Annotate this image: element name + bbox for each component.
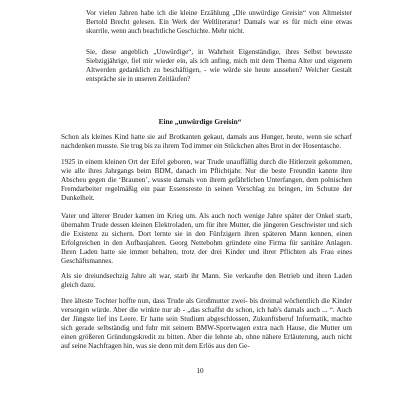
chapter-heading: Eine „unwürdige Greisin“: [158, 117, 242, 126]
body-paragraph-4: Als sie dreiundsechzig Jahre alt war, starb ihr Mann. Sie verkaufte den Betrieb und ihren Laden gleich dazu.: [61, 272, 352, 289]
intro-paragraph-1: Vor vielen Jahren habe ich die kleine Erzählung „Die unwürdige Greisin“ von Altmeister Bertold Brecht gelesen. Ein Werk der Weltliteratur! Damals war es für mich eine etwas skurrile, wenn auch beachtliche Geschichte. Mehr nicht.: [86, 9, 352, 35]
intro-paragraph-2: Sie, diese angeblich „Unwürdige“, in Wahrheit Eigenständige, ihres Selbst bewusste Siebzigjährige, fiel mir wieder ein, als ich anfing, mich mit dem Thema Alter und eigenem Altwerden gedanklich zu beschäftigen, - wie würde sie heute aussehen? Welcher Gestalt entspräche sie in unseren Zeitläufen?: [86, 48, 352, 83]
body-paragraph-3: Vater und älterer Bruder kamen im Krieg um. Als auch noch wenige Jahre später der Onkel starb, übernahm Trude dessen kleinen Elektroladen, um für ihre Mutter, die jüngeren Geschwister und sich die Existenz zu sichern. Dort lernte sie in den Fünfzigern ihren späteren Mann kennen, einen Erfolgreichen in den Aufbaujahren. Georg Nettebohm gründete eine Firma für sanitäre Anlagen. Ihren Laden hatte sie immer behalten, trotz der drei Kinder und ihrer Pflichten als Frau eines Geschäftsmannes.: [61, 212, 352, 265]
body-paragraph-5: Ihre älteste Tochter hoffte nun, dass Trude als Großmutter zwei- bis dreimal wöchentlich die Kinder versorgen würde. Aber die winkte nur ab - „das schaffst du schon, ich hab's damals auch ... “. Auch der Jüngste lief ins Leere. Er hatte sein Studium abgeschlossen, Zukunftsberuf Informatik, machte sich gerade selbständig und fuhr mit seinem BMW-Sportwagen extra nach Hause, die Mutter um einen größeren Gründungskredit zu bitten. Aber die lehnte ab, ohne nähere Erläuterung, auch nicht auf seine Nachfragen hin, was sie denn mit dem Erlös aus den Ge-: [61, 297, 352, 350]
page-number: 10: [196, 367, 204, 375]
body-paragraph-1: Schon als kleines Kind hatte sie auf Brotkanten gekaut, damals aus Hunger, heute, wenn sie scharf nachdenken musste. Sie trug bis zu ihrem Tod immer ein Stückchen altes Brot in der Hosentasche.: [61, 133, 352, 150]
body-paragraph-2: 1925 in einem kleinen Ort der Eifel geboren, war Trude unauffällig durch die Hitlerzeit gekommen, wie alle ihres Jahrgangs beim BDM, danach im Pflichtjahr. Nur die beste Freundin kannte ihre Abscheu gegen die ‘Braunen’, wusste damals von ihrem gefährlichen Unterfangen, dem polnischen Fremdarbeiter regelmäßig ein paar Essensreste in seinen Verschlag zu bringen, im Schutze der Dunkelheit.: [61, 158, 352, 202]
